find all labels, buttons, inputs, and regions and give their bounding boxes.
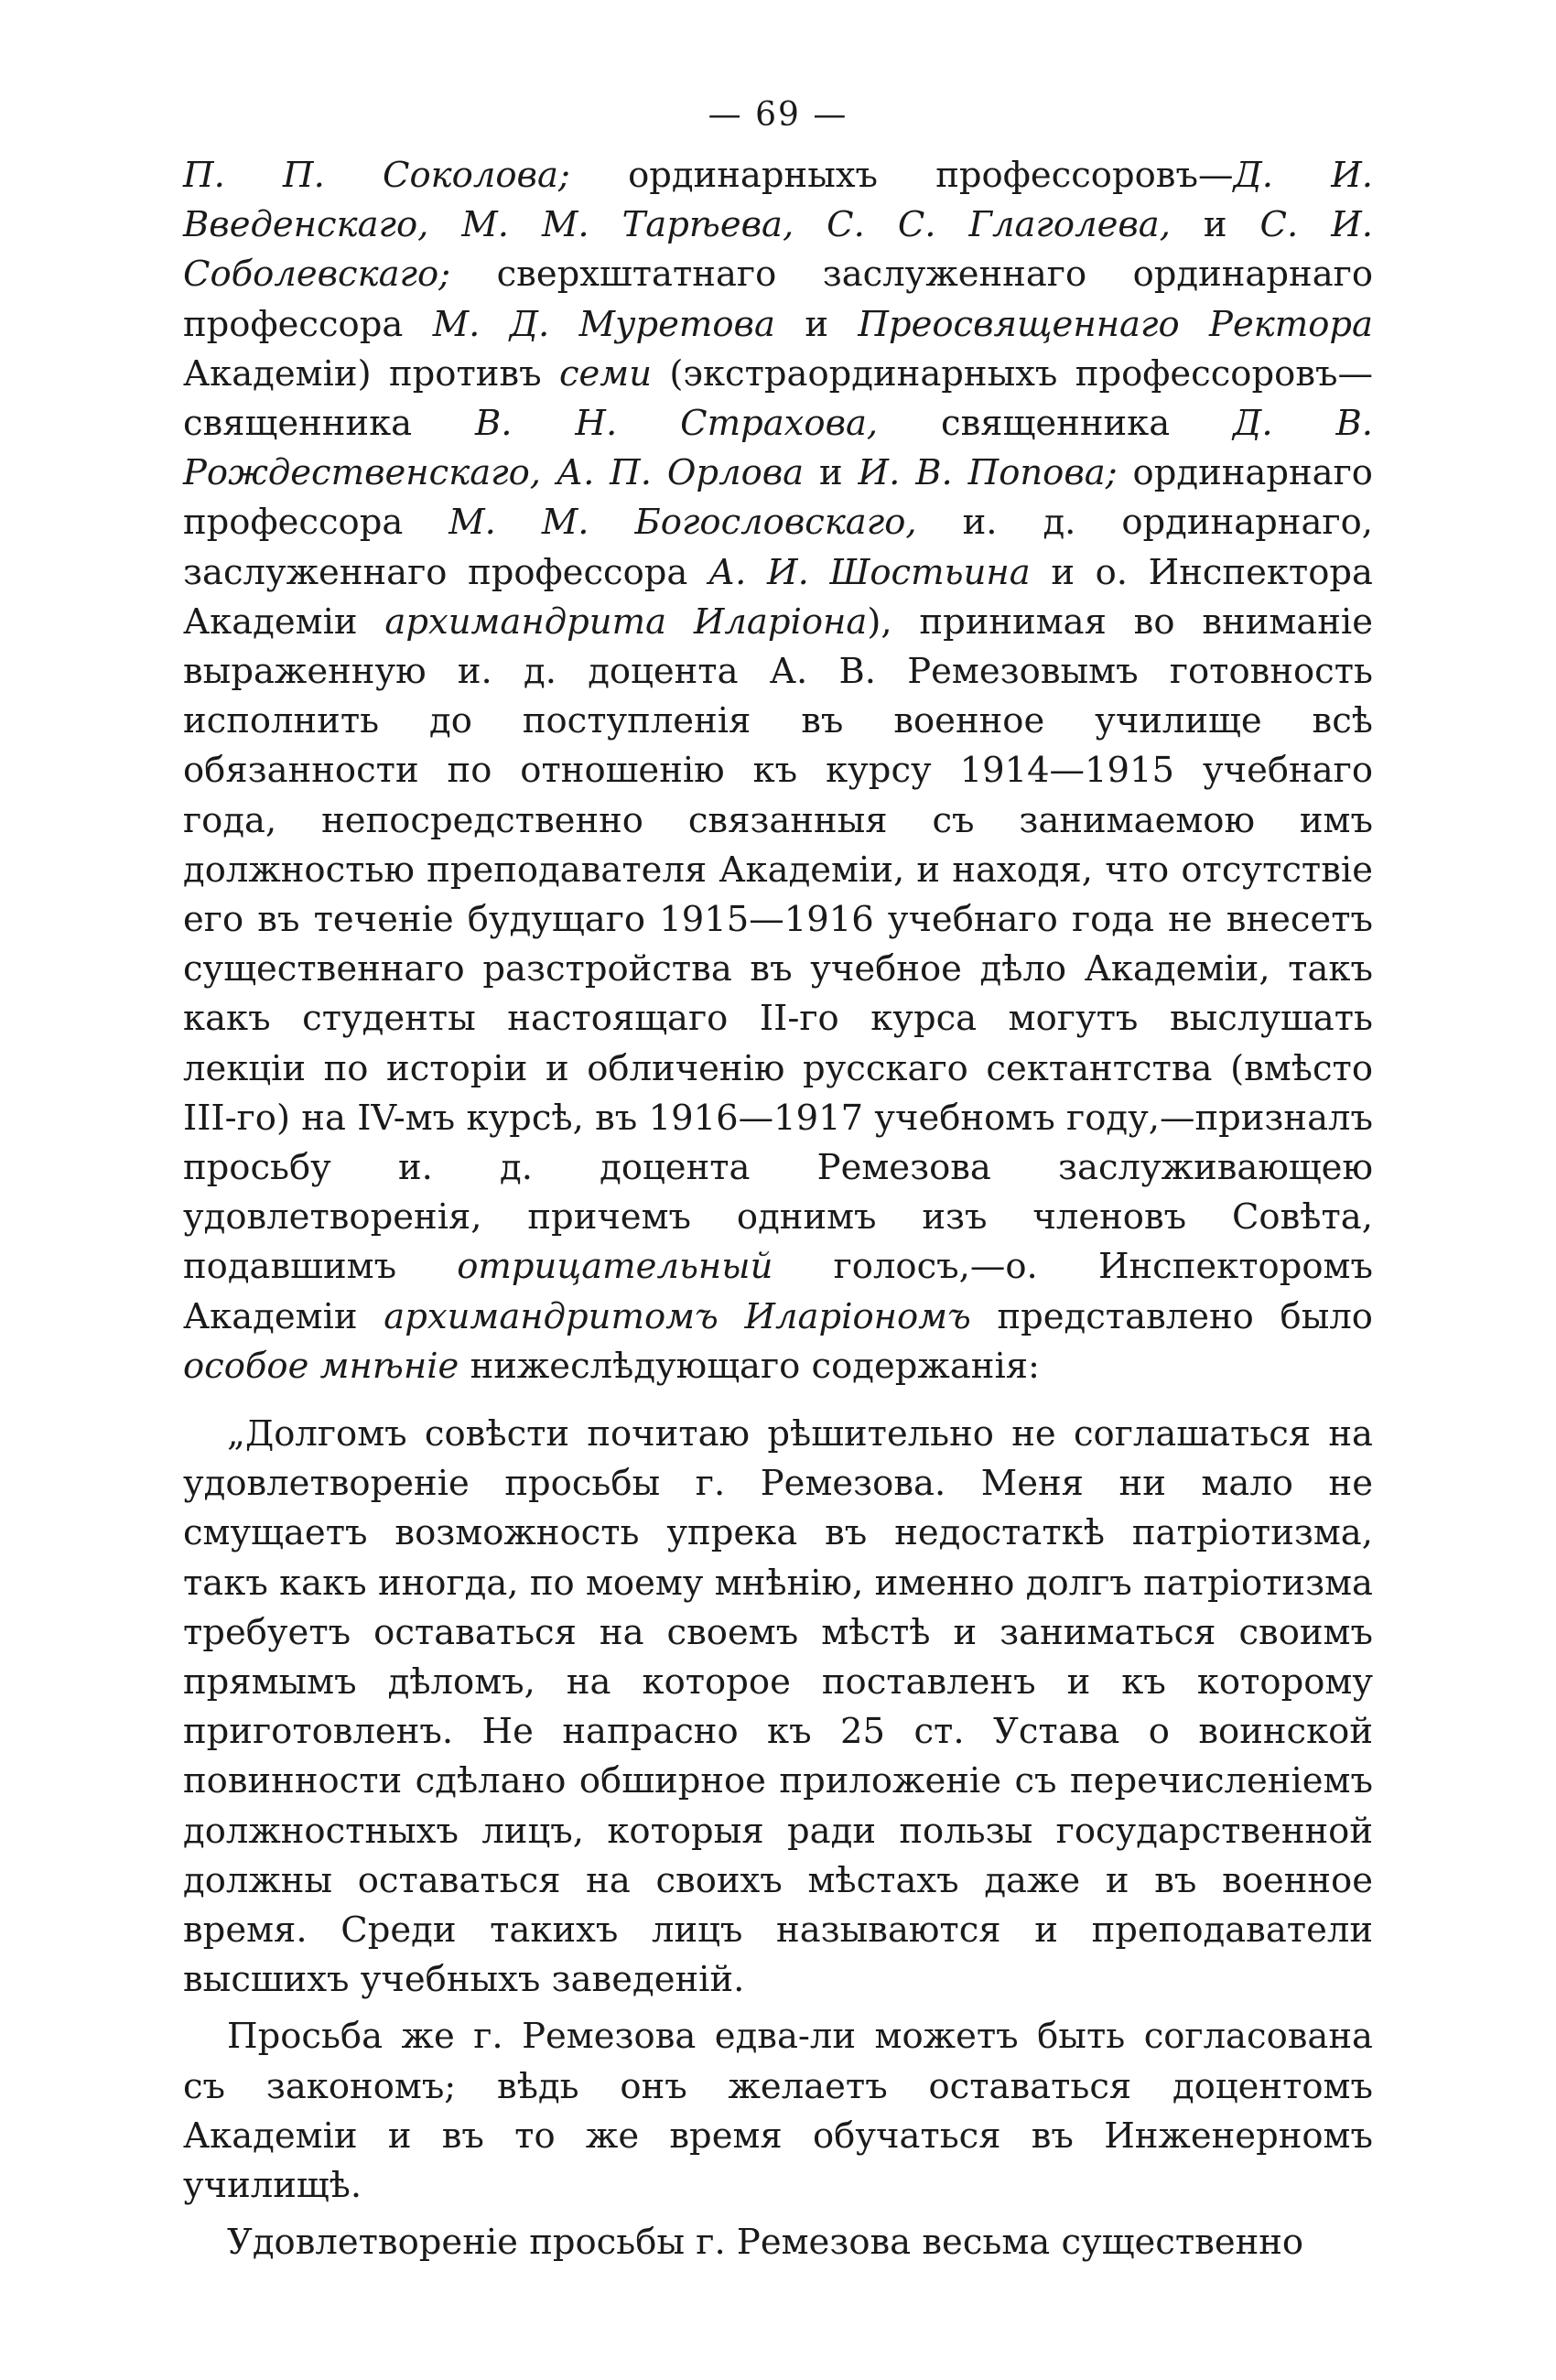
opinion-paragraph-3: Удовлетвореніе просьбы г. Ремезова весьма существенно: [227, 2222, 1304, 2264]
italic-segment: отрицательный: [457, 1246, 773, 1288]
italic-segment: С. И. Соболевскаго;: [183, 204, 1374, 296]
opinion-paragraph-2: Просьба же г. Ремезова едва-ли можетъ быть согласована съ закономъ; вѣдь онъ желаетъ оставаться доцентомъ Академіи и въ то же время обучаться въ Инженерномъ училищѣ.: [183, 2016, 1373, 2207]
text-segment: и. д. ординарнаго, заслуженнаго профессора: [183, 502, 1373, 593]
italic-segment: семи: [558, 352, 652, 395]
text-segment: ординарнаго профессора: [183, 452, 1373, 544]
text-segment: (экстраординарныхъ профессоровъ—священника: [183, 352, 1373, 445]
text-segment: и: [774, 303, 859, 345]
text-segment: сверхштатнаго заслуженнаго ординарнаго профессора: [183, 254, 1373, 345]
opinion-paragraph-1: „Долгомъ совѣсти почитаю рѣшительно не соглашаться на удовлетвореніе просьбы г. Ремезова. Меня ни мало не смущаетъ возможность упрека въ недостаткѣ патріотизма, такъ какъ иногда, по моему мнѣнію, именно долгъ патріотизма требуетъ оставаться на своемъ мѣстѣ и заниматься своимъ прямымъ дѣломъ, на которое поставленъ и къ которому приготовленъ. Не напрасно къ 25 ст. Устава о воинской повинности сдѣлано обширное приложеніе съ перечисленіемъ должностныхъ лицъ, которыя ради пользы государственной должны оставаться на своихъ мѣстахъ даже и въ военное время. Среди такихъ лицъ называются и преподаватели высшихъ учебныхъ заведеній.: [183, 1413, 1373, 2001]
quoted-opinion: [183, 1410, 1373, 2267]
italic-segment: архимандритомъ Иларіономъ: [384, 1295, 971, 1337]
italic-segment: архимандрита Иларіона: [384, 600, 868, 643]
italic-segment: М. М. Богословскаго,: [448, 502, 917, 544]
text-segment: и: [804, 452, 859, 494]
italic-segment: П. П. Соколова;: [183, 155, 570, 196]
text-segment: представлено было: [970, 1295, 1373, 1337]
italic-segment: особое мнѣніе: [183, 1345, 459, 1387]
text-segment: ординарныхъ профессоровъ—: [569, 155, 1234, 196]
text-segment: Академіи) противъ: [183, 352, 559, 395]
text-segment: священника: [878, 403, 1234, 445]
italic-segment: М. Д. Муретова: [432, 303, 775, 345]
text-segment: ), принимая во вниманіе выраженную и. д. доцента А. В. Ремезовымъ готовность исполнить до поступленія въ военное училище всѣ обязанности по отношенію къ курсу 1914—1915 учебнаго года, непосредственно связанныя съ занимаемою имъ должностью преподавателя Академіи, и находя, что отсутствіе его въ теченіе будущаго 1915—1916 учебнаго года не внесетъ существеннаго разстройства въ учебное дѣло Академіи, такъ какъ студенты настоящаго II-го курса могутъ выслушать лекціи по исторіи и обличенію русскаго сектантства (вмѣсто III-го) на IV-мъ курсѣ, въ 1916—1917 учебномъ году,—призналъ просьбу и. д. доцента Ремезова заслуживающею удовлетворенія, причемъ однимъ изъ членовъ Совѣта, подавшимъ: [183, 600, 1373, 1288]
main-paragraph: [183, 151, 1373, 1391]
italic-segment: Д. В. Рождественскаго, А. П. Орлова: [183, 403, 1374, 494]
text-segment: нижеслѣдующаго содержанія:: [459, 1345, 1041, 1387]
italic-segment: И. В. Попова;: [858, 452, 1118, 494]
text-segment: и о. Инспектора Академіи: [183, 551, 1374, 643]
text-segment: голосъ,—о. Инспекторомъ Академіи: [183, 1246, 1373, 1337]
page-number: — 69 —: [708, 96, 848, 134]
italic-segment: А. И. Шостьина: [708, 551, 1031, 593]
italic-segment: Преосвященнаго Ректора: [858, 303, 1374, 345]
italic-segment: Д. И. Введенскаго, М. М. Тарѣева, С. С. Глаголева,: [183, 155, 1374, 246]
text-segment: и: [1170, 204, 1260, 246]
italic-segment: В. Н. Страхова,: [475, 403, 879, 445]
council-decision-paragraph: [183, 151, 1373, 1391]
